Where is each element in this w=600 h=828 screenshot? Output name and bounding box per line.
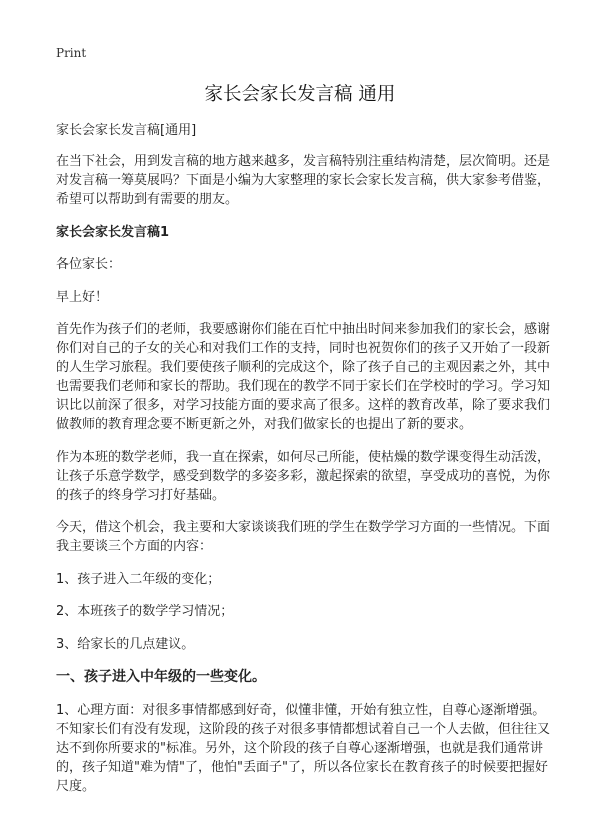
list-item-1: 1、孩子进入二年级的变化； — [56, 571, 221, 587]
section-heading: 家长会家长发言稿1 — [56, 224, 170, 240]
body-paragraph-1: 首先作为孩子们的老师，我要感谢你们能在百忙中抽出时间来参加我们的家长会，感谢你们对自己的子女的关心和对我们工作的支持，同时也祝贺你们的孩子又开始了一段新的人生学习旅程。我们要使孩子顺利的完成这个，除了孩子自己的主观因素之外，其中也需要我们老师和家长的帮助。我们现在的教学不同于家长们在学校时的学习。学习知识比以前深了很多，对学习技能方面的要求高了很多。这样的教育改革，除了要求我们做教师的教育理念要不断更新之外，对我们做家长的也提出了新的要求。 — [56, 322, 551, 432]
subsection-heading: 一、孩子进入中年级的一些变化。 — [56, 669, 266, 685]
body-paragraph-3: 今天，借这个机会，我主要和大家谈谈我们班的学生在数学学习方面的一些情况。下面我主要谈三个方面的内容： — [56, 520, 551, 554]
document-body — [56, 121, 550, 810]
body-paragraph-2: 作为本班的数学老师，我一直在探索，如何尽己所能，使枯燥的数学课变得生动活泼，让孩子乐意学数学，感受到数学的多姿多彩，激起探索的欲望，享受成功的喜悦，为你的孩子的终身学习打好基础。 — [56, 449, 551, 503]
list-item-2: 2、本班孩子的数学学习情况； — [56, 604, 234, 619]
body-paragraph-4: 1、心理方面：对很多事情都感到好奇，似懂非懂，开始有独立性，自尊心逐渐增强。不知家长们有没有发现，这阶段的孩子对很多事情都想试着自己一个人去做，但往往又达不到你所要求的"标准。另外，这个阶段的孩子自尊心逐渐增强，也就是我们通常讲的，孩子知道"难为情"了，他怕"丢面子"了，所以各位家长在教育孩子的时候要把握好尺度。 — [56, 703, 551, 794]
intro-paragraph: 在当下社会，用到发言稿的地方越来越多，发言稿特别注重结构清楚，层次简明。还是对发言稿一筹莫展吗？下面是小编为大家整理的家长会家长发言稿，供大家参考借鉴，希望可以帮助到有需要的朋友。 — [56, 154, 551, 207]
greeting-line: 各位家长： — [56, 257, 122, 272]
document-subtitle: 家长会家长发言稿[通用] — [56, 123, 197, 138]
list-item-3: 3、给家长的几点建议。 — [56, 636, 195, 652]
morning-line: 早上好！ — [56, 289, 109, 305]
print-link[interactable]: Print — [56, 46, 87, 60]
document-title: 家长会家长发言稿 通用 — [204, 84, 396, 105]
